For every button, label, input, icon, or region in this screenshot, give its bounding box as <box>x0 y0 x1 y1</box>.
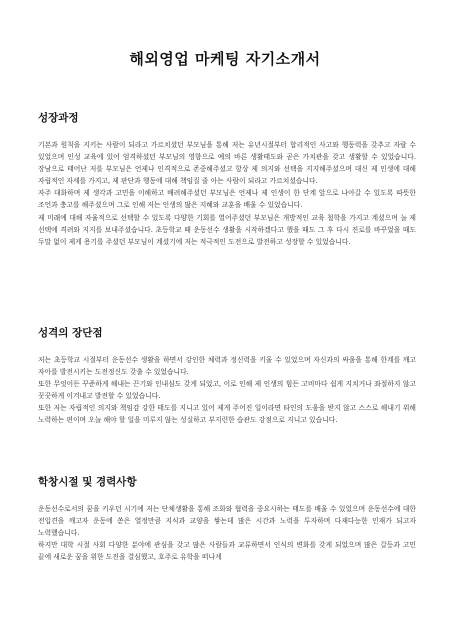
section-heading: 학창시절 및 경력사항 <box>38 476 137 488</box>
section-body <box>38 354 416 427</box>
body-paragraph: 하지만 대학 시절 사회 다양한 분야에 관심을 갖고 많은 사람들과 교류하면서 인식의 변화를 갖게 되었으며 많은 갈등과 고민 끝에 새로운 꿈을 위한 도전을 결심했고, 호주로 유학을 떠나게 <box>38 541 416 562</box>
section-heading: 성격의 장단점 <box>38 327 103 339</box>
body-paragraph: 자주 대화하며 제 생각과 고민을 이해하고 배려해주셨던 부모님은 언제나 제 인생이 한 단계 앞으로 나아갈 수 있도록 따뜻한 조언과 충고를 해주셨으며 그로 인해 저는 인생의 많은 지혜와 교훈을 배울 수 있었습니다. <box>38 189 416 210</box>
body-paragraph: 제 미래에 대해 자율적으로 선택할 수 있도록 다양한 기회를 열어주셨던 부모님은 개방적인 교육 철학을 가지고 계셨으며 늘 제 선택에 격려와 지지를 보내주셨습니다. 초등학교 때 운동선수 생활을 시작하겠다고 했을 때도 그 후 다시 진로를 바꾸었을 때도 두말 없이 제게 용기를 주셨던 부모님이 계셨기에 저는 적극적인 도전으로 발전하고 성장할 수 있었습니다. <box>38 213 416 246</box>
section-body <box>38 139 416 248</box>
body-paragraph: 기본과 원칙을 지키는 사람이 되라고 가르치셨던 부모님을 통해 저는 유년시절부터 합리적인 사고와 행동력을 갖추고 자랄 수 있었으며 인성 교육에 있어 엄격하셨던 부모님의 영향으로 예의 바른 생활태도와 곧은 가치관을 갖고 생활할 수 있었습니다. 장남으로 태어난 저를 부모님은 언제나 인격적으로 존중해주셨고 항상 제 의지와 선택을 지지해주셨으며 대신 제 인생에 대해 자립적인 자세를 가지고, 제 판단과 행동에 대해 책임질 줄 아는 사람이 되라고 가르치셨습니다. <box>38 141 416 186</box>
body-paragraph: 또한 무엇이든 꾸준하게 해내는 끈기와 인내심도 갖게 되었고, 이로 인해 제 인생의 힘든 고비마다 쉽게 지치거나 좌절하지 않고 꿋꿋하게 이겨내고 발전할 수 있었습니다. <box>38 380 416 401</box>
body-paragraph: 저는 초등학교 시절부터 운동선수 생활을 하면서 강인한 체력과 정신력을 키울 수 있었으며 자신과의 싸움을 통해 한계를 깨고 자아를 발전시키는 도전정신도 갖출 수 있었습니다. <box>38 356 416 377</box>
section-personality <box>38 327 416 427</box>
section-heading: 성장과정 <box>38 112 79 124</box>
section-body <box>38 503 416 563</box>
body-paragraph: 또한 저는 자립적인 의지와 책임감 강한 태도를 지니고 있어 제게 주어진 일이라면 타인의 도움을 받지 않고 스스로 해내기 위해 노력하는 편이며 오늘 해야 할 일을 미루지 않는 성실하고 부지런한 습관도 강점으로 지니고 있습니다. <box>38 404 416 425</box>
body-paragraph: 운동선수로서의 꿈을 키우던 시기에 저는 단체생활을 통해 조화와 협력을 중요시하는 태도를 배울 수 있었으며 운동선수에 대한 전입견을 깨고자 운동에 쏟은 열정만큼 지식과 교양을 쌓는데 많은 시간과 노력을 투자하며 다재다능한 인재가 되고자 노력했습니다. <box>38 505 416 538</box>
document-title: 해외영업 마케팅 자기소개서 <box>129 50 321 68</box>
section-school-career <box>38 476 416 563</box>
section-growth <box>38 112 416 248</box>
